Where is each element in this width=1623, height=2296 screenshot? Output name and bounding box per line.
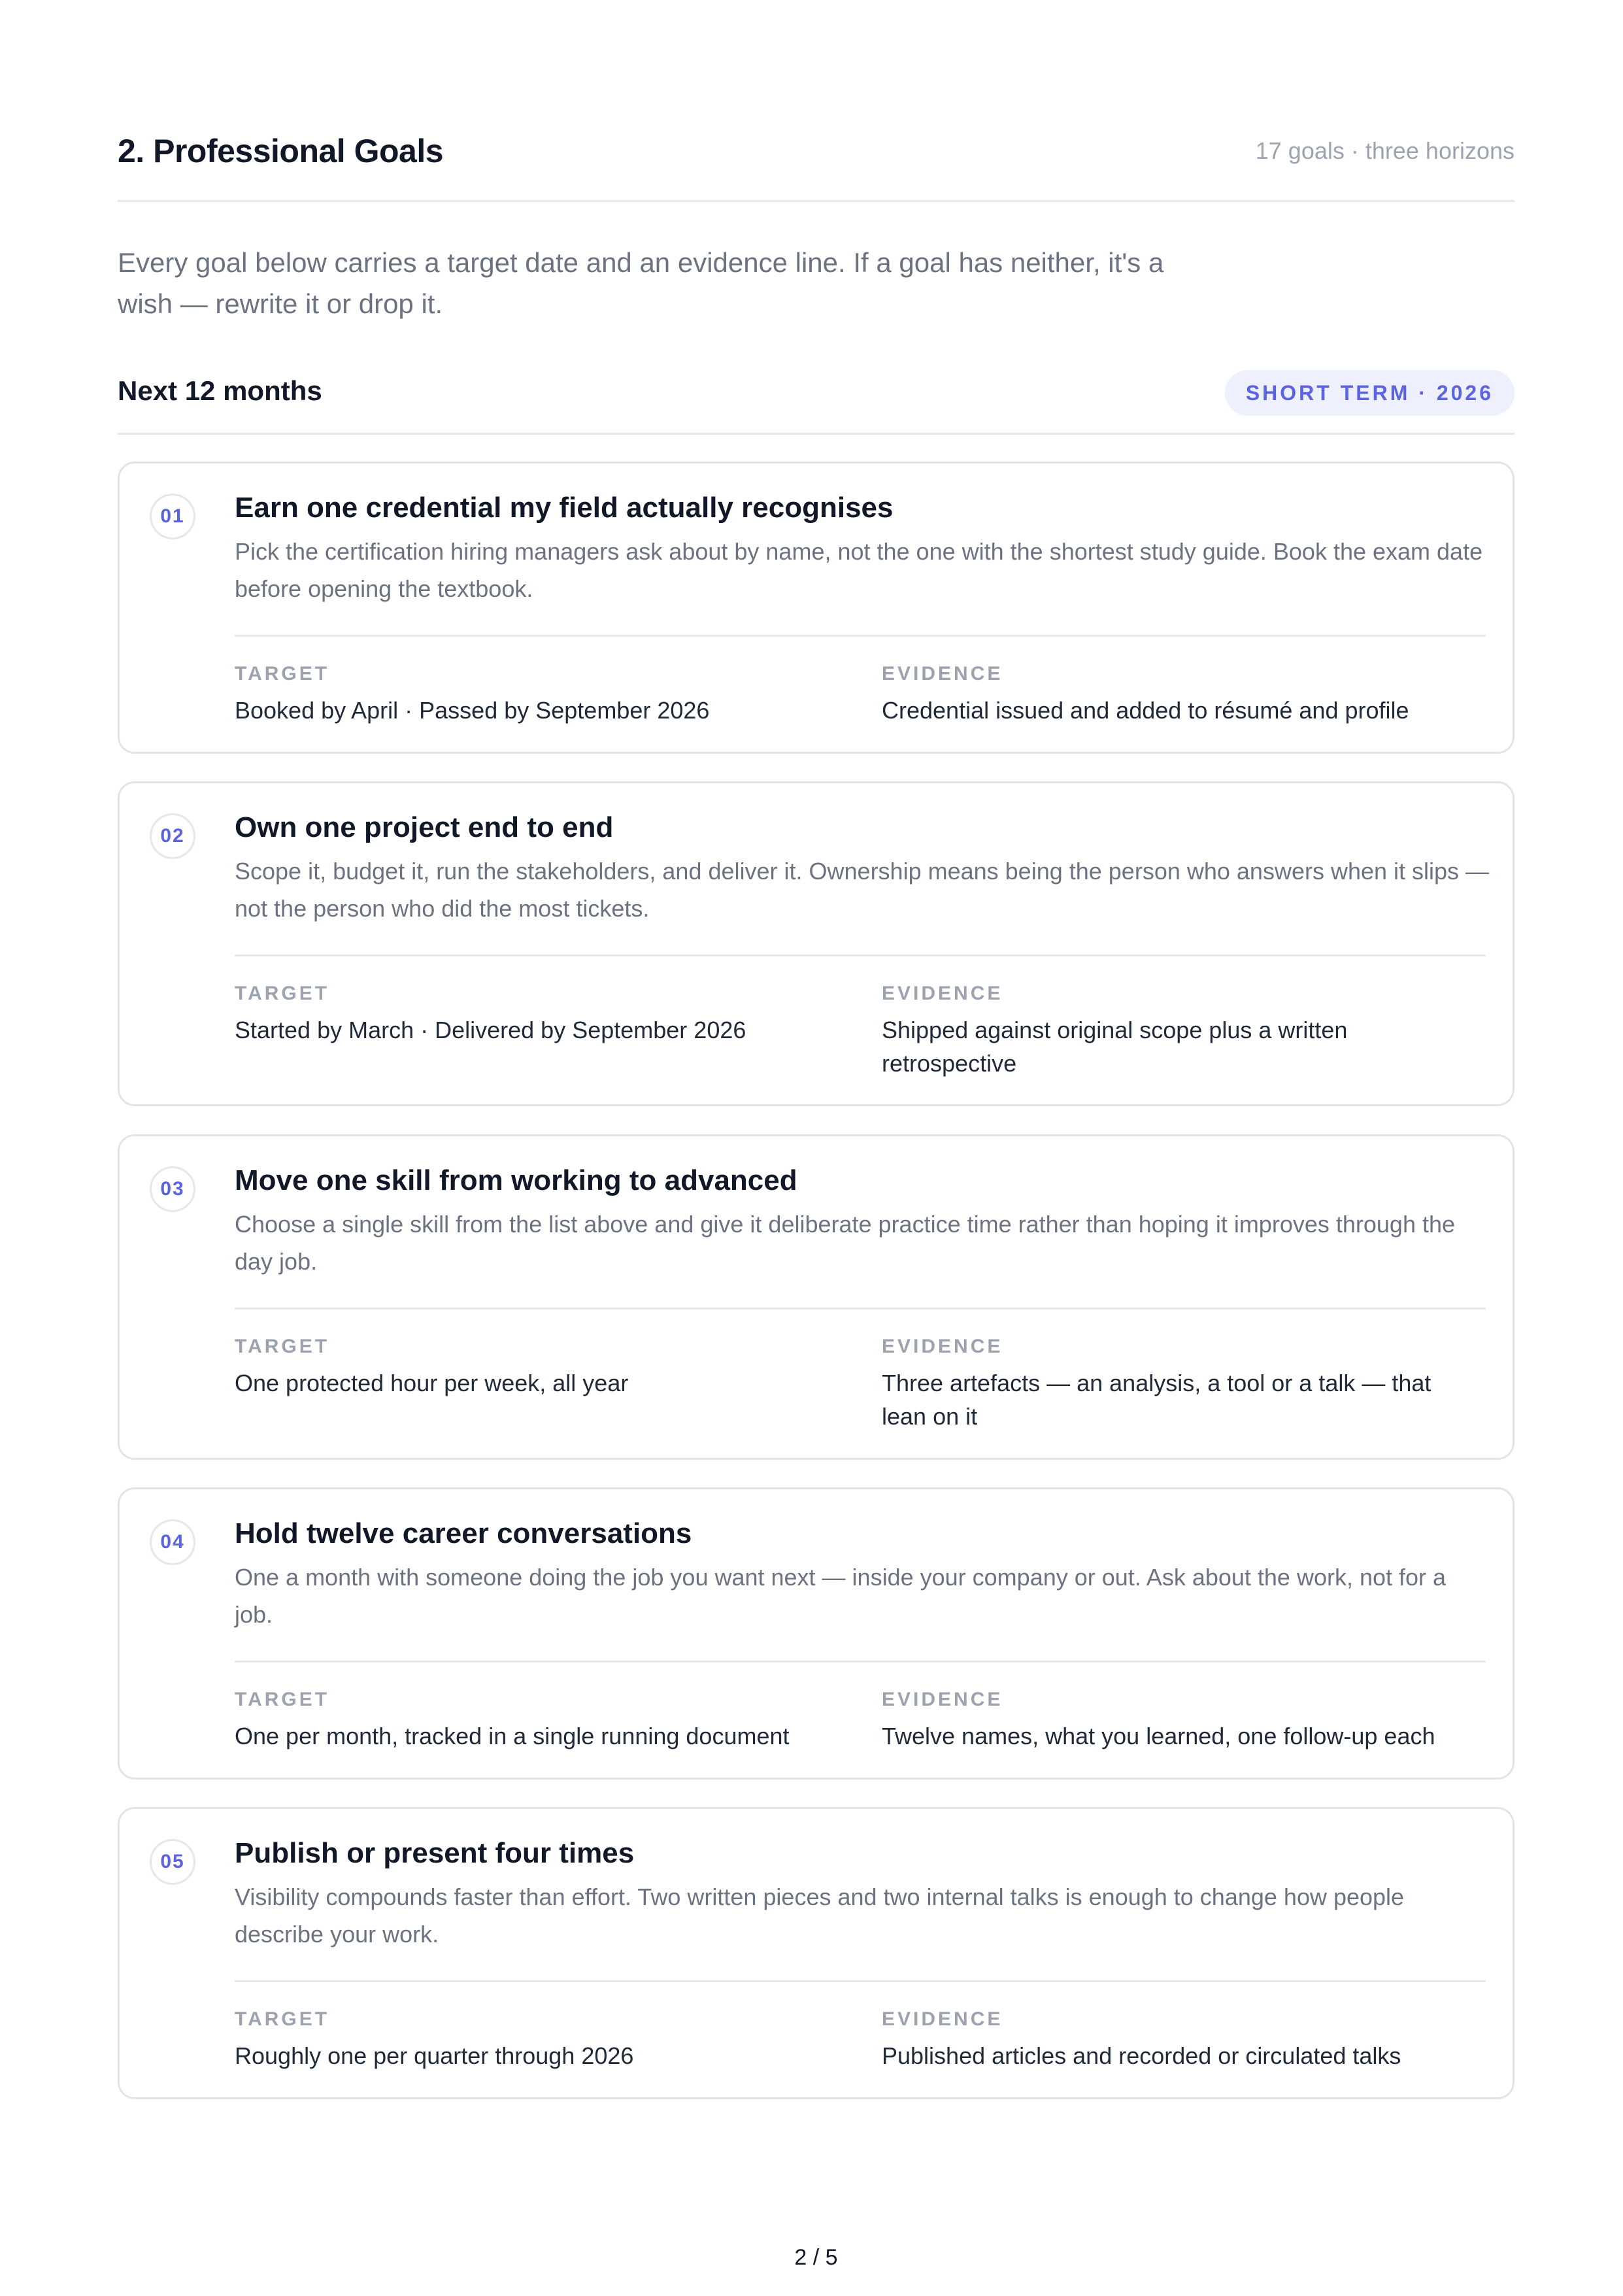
card-divider — [235, 1661, 1486, 1663]
target-value: Roughly one per quarter through 2026 — [235, 2042, 634, 2069]
target-value: Started by March · Delivered by September 2026 — [235, 1017, 746, 1043]
goal-card — [118, 781, 1514, 1106]
target-label: TARGET — [235, 1336, 330, 1357]
evidence-label: EVIDENCE — [882, 983, 1003, 1004]
section-meta: 17 goals · three horizons — [1255, 137, 1514, 164]
target-value: One per month, tracked in a single running document — [235, 1723, 790, 1749]
goal-title: Hold twelve career conversations — [235, 1517, 692, 1549]
horizon-badge: SHORT TERM · 2026 — [1225, 370, 1514, 416]
target-value: One protected hour per week, all year — [235, 1370, 629, 1396]
card-divider — [235, 954, 1486, 956]
evidence-label: EVIDENCE — [882, 663, 1003, 684]
target-label: TARGET — [235, 983, 330, 1004]
goal-title: Publish or present four times — [235, 1837, 635, 1869]
evidence-value: Published articles and recorded or circulated talks — [882, 2042, 1401, 2069]
subsection-title: Next 12 months — [118, 375, 322, 406]
evidence-value: Shipped against original scope plus a written retrospective — [882, 1017, 1348, 1077]
goal-number: 01 — [150, 494, 195, 539]
target-label: TARGET — [235, 1689, 330, 1710]
goal-card — [118, 1487, 1514, 1780]
goal-number: 05 — [150, 1839, 195, 1885]
goal-card — [118, 1134, 1514, 1460]
target-label: TARGET — [235, 663, 330, 684]
section-header — [118, 128, 1514, 202]
goal-card — [118, 462, 1514, 754]
document-page — [118, 0, 1514, 2296]
evidence-label: EVIDENCE — [882, 2008, 1003, 2030]
target-value: Booked by April · Passed by September 2026 — [235, 697, 710, 724]
evidence-label: EVIDENCE — [882, 1689, 1003, 1710]
goal-title: Earn one credential my field actually recognises — [235, 492, 894, 524]
goal-description: Choose a single skill from the list above and give it deliberate practice time rather than hoping it improves through the day job. — [235, 1211, 1456, 1275]
section-title: 2. Professional Goals — [118, 133, 444, 169]
evidence-value: Twelve names, what you learned, one follow-up each — [882, 1723, 1435, 1749]
goal-title: Move one skill from working to advanced — [235, 1164, 797, 1196]
goal-number: 04 — [150, 1519, 195, 1565]
goal-description: Scope it, budget it, run the stakeholders, and deliver it. Ownership means being the person who answers when it slips — not the person who did the most tickets. — [235, 858, 1490, 922]
page-number: 2 / 5 — [794, 2245, 838, 2270]
goal-number: 02 — [150, 813, 195, 859]
goal-number: 03 — [150, 1166, 195, 1212]
card-divider — [235, 1980, 1486, 1982]
evidence-label: EVIDENCE — [882, 1336, 1003, 1357]
card-divider — [235, 635, 1486, 637]
goal-description: One a month with someone doing the job you want next — inside your company or out. Ask about the work, not for a job. — [235, 1564, 1447, 1628]
evidence-value: Credential issued and added to résumé and profile — [882, 697, 1409, 724]
evidence-value: Three artefacts — an analysis, a tool or a talk — that lean on it — [882, 1370, 1431, 1430]
target-label: TARGET — [235, 2008, 330, 2030]
subsection-header — [118, 366, 1514, 435]
goal-description: Pick the certification hiring managers ask about by name, not the one with the shortest study guide. Book the exam date before opening the textbook. — [235, 538, 1483, 602]
goal-description: Visibility compounds faster than effort. Two written pieces and two internal talks is enough to change how people describe your work. — [235, 1883, 1405, 1948]
section-intro: Every goal below carries a target date and an evidence line. If a goal has neither, it's a wish — rewrite it or drop it. — [118, 247, 1164, 319]
goal-card — [118, 1807, 1514, 2099]
goal-title: Own one project end to end — [235, 811, 614, 843]
card-divider — [235, 1308, 1486, 1309]
